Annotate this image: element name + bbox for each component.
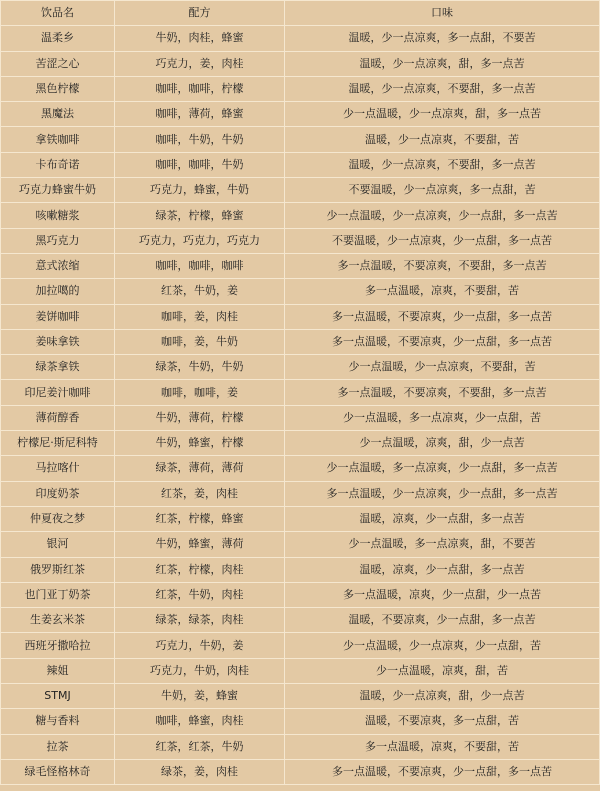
table-row (1, 456, 600, 481)
table-row (1, 355, 600, 380)
recipe-cell: 咖啡，咖啡，牛奶 (115, 152, 285, 177)
table-row (1, 734, 600, 759)
taste-cell: 不要温暖，少一点凉爽，多一点甜，苦 (285, 178, 600, 203)
drink-name-cell: 俄罗斯红茶 (1, 557, 115, 582)
table-row (1, 76, 600, 101)
taste-cell: 温暖，少一点凉爽，不要甜，苦 (285, 127, 600, 152)
taste-cell: 少一点温暖，多一点凉爽，少一点甜，多一点苦 (285, 456, 600, 481)
taste-cell: 温暖，凉爽，少一点甜，多一点苦 (285, 557, 600, 582)
table-row (1, 279, 600, 304)
table-row (1, 684, 600, 709)
drink-name-cell: 拿铁咖啡 (1, 127, 115, 152)
drink-name-cell: 加拉噶的 (1, 279, 115, 304)
table-row (1, 431, 600, 456)
recipe-cell: 红茶，牛奶，姜 (115, 279, 285, 304)
recipe-cell: 巧克力，牛奶，姜 (115, 633, 285, 658)
taste-cell: 少一点温暖，凉爽，甜，少一点苦 (285, 431, 600, 456)
table-row (1, 759, 600, 784)
recipe-cell: 巧克力，姜，肉桂 (115, 51, 285, 76)
drink-name-cell: 西班牙撒哈拉 (1, 633, 115, 658)
drink-name-cell: 也门亚丁奶茶 (1, 582, 115, 607)
taste-cell: 少一点温暖，少一点凉爽，不要甜，苦 (285, 355, 600, 380)
drink-name-cell: 薄荷醇香 (1, 405, 115, 430)
taste-cell: 温暖，少一点凉爽，甜，多一点苦 (285, 51, 600, 76)
recipe-cell: 牛奶，蜂蜜，薄荷 (115, 532, 285, 557)
recipe-cell: 绿茶，牛奶，牛奶 (115, 355, 285, 380)
table-row (1, 506, 600, 531)
recipe-cell: 红茶，柠檬，蜂蜜 (115, 506, 285, 531)
taste-cell: 多一点温暖，不要凉爽，少一点甜，多一点苦 (285, 329, 600, 354)
taste-cell: 多一点温暖，凉爽，不要甜，苦 (285, 734, 600, 759)
drink-name-cell: 绿茶拿铁 (1, 355, 115, 380)
recipe-cell: 巧克力，巧克力，巧克力 (115, 228, 285, 253)
drink-name-cell: 黑魔法 (1, 102, 115, 127)
recipe-cell: 绿茶，薄荷，薄荷 (115, 456, 285, 481)
recipe-cell: 咖啡，牛奶，牛奶 (115, 127, 285, 152)
table-row (1, 582, 600, 607)
table-row (1, 633, 600, 658)
drink-name-cell: 绿毛怪格林奇 (1, 759, 115, 784)
table-row (1, 329, 600, 354)
header-taste: 口味 (285, 1, 600, 26)
drink-name-cell: 意式浓缩 (1, 253, 115, 278)
drink-name-cell: 黑色柠檬 (1, 76, 115, 101)
drink-name-cell: 辣姐 (1, 658, 115, 683)
taste-cell: 多一点温暖，不要凉爽，不要甜，多一点苦 (285, 380, 600, 405)
header-row (1, 1, 600, 26)
drink-name-cell: 黑巧克力 (1, 228, 115, 253)
table-row (1, 152, 600, 177)
drink-name-cell: 姜味拿铁 (1, 329, 115, 354)
table-row (1, 304, 600, 329)
recipe-cell: 牛奶，蜂蜜，柠檬 (115, 431, 285, 456)
taste-cell: 少一点温暖，凉爽，甜，苦 (285, 658, 600, 683)
recipe-cell: 红茶，柠檬，肉桂 (115, 557, 285, 582)
taste-cell: 温暖，少一点凉爽，不要甜，多一点苦 (285, 152, 600, 177)
recipe-cell: 绿茶，绿茶，肉桂 (115, 608, 285, 633)
table-row (1, 532, 600, 557)
drink-name-cell: 苦涩之心 (1, 51, 115, 76)
drink-name-cell: STMJ (1, 684, 115, 709)
recipe-cell: 咖啡，姜，牛奶 (115, 329, 285, 354)
drink-name-cell: 印尼姜汁咖啡 (1, 380, 115, 405)
table-row (1, 557, 600, 582)
header-recipe: 配方 (115, 1, 285, 26)
taste-cell: 多一点温暖，凉爽，不要甜，苦 (285, 279, 600, 304)
drink-name-cell: 柠檬尼·斯尼科特 (1, 431, 115, 456)
table-row (1, 102, 600, 127)
drink-name-cell: 巧克力蜂蜜牛奶 (1, 178, 115, 203)
drink-name-cell: 咳嗽糖浆 (1, 203, 115, 228)
table-row (1, 709, 600, 734)
table-row (1, 658, 600, 683)
drink-name-cell: 拉茶 (1, 734, 115, 759)
taste-cell: 温暖，少一点凉爽，不要甜，多一点苦 (285, 76, 600, 101)
table-row (1, 26, 600, 51)
recipe-cell: 红茶，牛奶，肉桂 (115, 582, 285, 607)
table-row (1, 51, 600, 76)
recipe-cell: 咖啡，咖啡，咖啡 (115, 253, 285, 278)
taste-cell: 温暖，凉爽，少一点甜，多一点苦 (285, 506, 600, 531)
table-row (1, 127, 600, 152)
recipe-cell: 咖啡，咖啡，柠檬 (115, 76, 285, 101)
recipe-cell: 咖啡，蜂蜜，肉桂 (115, 709, 285, 734)
taste-cell: 少一点温暖，少一点凉爽，少一点甜，多一点苦 (285, 203, 600, 228)
taste-cell: 少一点温暖，少一点凉爽，甜，多一点苦 (285, 102, 600, 127)
drink-name-cell: 卡布奇诺 (1, 152, 115, 177)
taste-cell: 温暖，少一点凉爽，多一点甜，不要苦 (285, 26, 600, 51)
table-row (1, 608, 600, 633)
recipe-cell: 咖啡，薄荷，蜂蜜 (115, 102, 285, 127)
taste-cell: 多一点温暖，不要凉爽，少一点甜，多一点苦 (285, 759, 600, 784)
drink-name-cell: 姜饼咖啡 (1, 304, 115, 329)
table-row (1, 380, 600, 405)
table-row (1, 178, 600, 203)
drink-name-cell: 印度奶茶 (1, 481, 115, 506)
recipe-cell: 牛奶，姜，蜂蜜 (115, 684, 285, 709)
header-drink-name: 饮品名 (1, 1, 115, 26)
drink-name-cell: 仲夏夜之梦 (1, 506, 115, 531)
taste-cell: 温暖，不要凉爽，多一点甜，苦 (285, 709, 600, 734)
recipe-cell: 巧克力，牛奶，肉桂 (115, 658, 285, 683)
table-row (1, 253, 600, 278)
table-row (1, 203, 600, 228)
recipe-cell: 咖啡，咖啡，姜 (115, 380, 285, 405)
table-row (1, 228, 600, 253)
recipe-cell: 红茶，红茶，牛奶 (115, 734, 285, 759)
table-row (1, 405, 600, 430)
recipe-cell: 红茶，姜，肉桂 (115, 481, 285, 506)
recipe-cell: 牛奶，肉桂，蜂蜜 (115, 26, 285, 51)
recipe-cell: 巧克力，蜂蜜，牛奶 (115, 178, 285, 203)
taste-cell: 少一点温暖，少一点凉爽，少一点甜，苦 (285, 633, 600, 658)
table-body (1, 26, 600, 785)
taste-cell: 多一点温暖，少一点凉爽，少一点甜，多一点苦 (285, 481, 600, 506)
drink-name-cell: 银河 (1, 532, 115, 557)
taste-cell: 多一点温暖，凉爽，少一点甜，少一点苦 (285, 582, 600, 607)
recipe-cell: 牛奶，薄荷，柠檬 (115, 405, 285, 430)
drink-name-cell: 糖与香料 (1, 709, 115, 734)
taste-cell: 温暖，不要凉爽，少一点甜，多一点苦 (285, 608, 600, 633)
taste-cell: 温暖，少一点凉爽，甜，少一点苦 (285, 684, 600, 709)
recipe-cell: 绿茶，柠檬，蜂蜜 (115, 203, 285, 228)
taste-cell: 少一点温暖，多一点凉爽，甜，不要苦 (285, 532, 600, 557)
drink-name-cell: 生姜玄米茶 (1, 608, 115, 633)
taste-cell: 少一点温暖，多一点凉爽，少一点甜，苦 (285, 405, 600, 430)
taste-cell: 多一点温暖，不要凉爽，少一点甜，多一点苦 (285, 304, 600, 329)
drink-name-cell: 马拉喀什 (1, 456, 115, 481)
table-row (1, 481, 600, 506)
recipe-cell: 绿茶，姜，肉桂 (115, 759, 285, 784)
taste-cell: 不要温暖，少一点凉爽，少一点甜，多一点苦 (285, 228, 600, 253)
recipe-cell: 咖啡，姜，肉桂 (115, 304, 285, 329)
drink-name-cell: 温柔乡 (1, 26, 115, 51)
taste-cell: 多一点温暖，不要凉爽，不要甜，多一点苦 (285, 253, 600, 278)
